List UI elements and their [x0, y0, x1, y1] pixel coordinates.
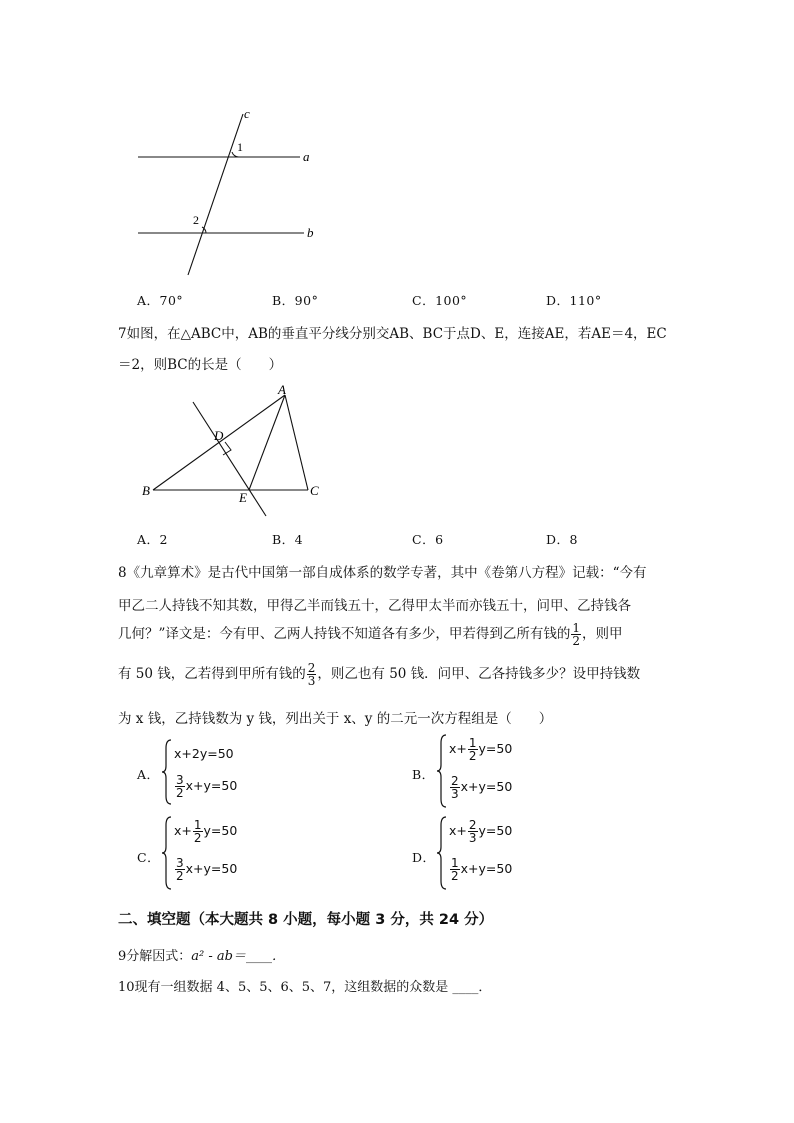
q6-option-c: C．100° — [412, 293, 468, 308]
q8-option-b-label: B． — [412, 767, 435, 782]
q6-option-b: B．90° — [272, 293, 319, 308]
label-E: E — [239, 490, 247, 505]
q9-prefix: 9分解因式： — [118, 949, 192, 964]
q8-option-a-label: A． — [137, 767, 160, 782]
q7-option-d: D．8 — [546, 532, 578, 547]
q8-text-line5: 为 x 钱，乙持钱数为 y 钱，列出关于 x、y 的二元一次方程组是（ ） — [118, 711, 553, 727]
label-D: D — [214, 428, 224, 443]
q8-option-a-eq2: $\frac{3}{2}$ x+y=50 — [176, 773, 238, 800]
q6-option-d: D．110° — [546, 293, 602, 308]
q9-text — [118, 945, 285, 964]
side-ac — [285, 395, 308, 490]
brace-icon — [436, 815, 448, 891]
label-C: C — [310, 483, 319, 498]
q8-option-b-eq1: x+ $\frac{1}{2}$ y=50 — [449, 736, 513, 763]
q8-option-c-eq2: $\frac{3}{2}$ x+y=50 — [176, 856, 238, 883]
q8-option-d-eq2: $\frac{1}{2}$ x+y=50 — [451, 856, 513, 883]
label-c: c — [244, 106, 250, 121]
label-2: 2 — [193, 213, 199, 227]
q9-expression: a² - ab＝____． — [191, 949, 285, 964]
q8-line4-text-b: ，则乙也有 50 钱．问甲、乙各持钱多少？设甲持钱数 — [317, 666, 641, 682]
brace-icon — [161, 815, 173, 891]
fraction-two-thirds: $\frac{2}{3}$ — [307, 661, 316, 688]
q8-option-d-eq1: x+ $\frac{2}{3}$ y=50 — [449, 818, 513, 845]
segment-ae — [249, 395, 285, 490]
q7-text-line2: ＝2，则BC的长是（ ） — [118, 357, 283, 373]
q10-text: 10现有一组数据 4、5、5、6、5、7，这组数据的众数是 ____． — [118, 980, 492, 995]
q8-option-a-system — [161, 738, 261, 808]
q8-text-line1: 8《九章算术》是古代中国第一部自成体系的数学专著，其中《卷第八方程》记载：“今有 — [118, 565, 647, 581]
triangle-figure — [135, 380, 335, 520]
label-B: B — [142, 483, 150, 498]
q8-option-a-eq1: x+2y=50 — [174, 746, 234, 761]
q8-option-c-eq1: x+ $\frac{1}{2}$ y=50 — [174, 818, 238, 845]
label-A: A — [278, 382, 286, 397]
brace-icon — [436, 733, 448, 809]
q8-text-line2: 甲乙二人持钱不知其数，甲得乙半而钱五十，乙得甲太半而亦钱五十，问甲、乙持钱各 — [118, 598, 631, 614]
q8-line3-text-a: 几何？”译文是：今有甲、乙两人持钱不知道各有多少，甲若得到乙所有钱的 — [118, 626, 571, 642]
brace-icon — [161, 738, 173, 806]
q7-option-b: B．4 — [272, 532, 304, 547]
q8-line4-text-a: 有 50 钱，乙若得到甲所有钱的 — [118, 666, 306, 682]
q7-option-c: C．6 — [412, 532, 444, 547]
right-angle-mark — [223, 442, 231, 455]
q7-text-line1: 7如图，在△ABC中，AB的垂直平分线分别交AB、BC于点D、E，连接AE，若AE＝4，EC — [118, 326, 667, 342]
q8-option-c-label: C． — [137, 850, 161, 865]
q7-option-a: A．2 — [137, 532, 168, 547]
perpendicular-bisector — [193, 402, 266, 516]
q8-text-line3 — [118, 622, 623, 647]
q8-option-d-label: D． — [412, 850, 436, 865]
q8-option-d-system — [436, 815, 536, 893]
section-heading: 二、填空题（本大题共 8 小题，每小题 3 分，共 24 分） — [118, 912, 494, 928]
q8-line3-text-b: ，则甲 — [582, 626, 623, 642]
q8-option-b-system — [436, 733, 536, 811]
transversal-c — [188, 114, 243, 275]
fraction-one-half: $\frac{1}{2}$ — [572, 621, 581, 648]
parallel-lines-figure — [120, 100, 330, 285]
q8-option-b-eq2: $\frac{2}{3}$ x+y=50 — [451, 774, 513, 801]
q8-option-c-system — [161, 815, 261, 893]
label-b: b — [307, 225, 314, 240]
q6-option-a: A．70° — [137, 293, 184, 308]
label-1: 1 — [237, 140, 243, 154]
label-a: a — [303, 149, 310, 164]
q8-text-line4 — [118, 662, 640, 687]
